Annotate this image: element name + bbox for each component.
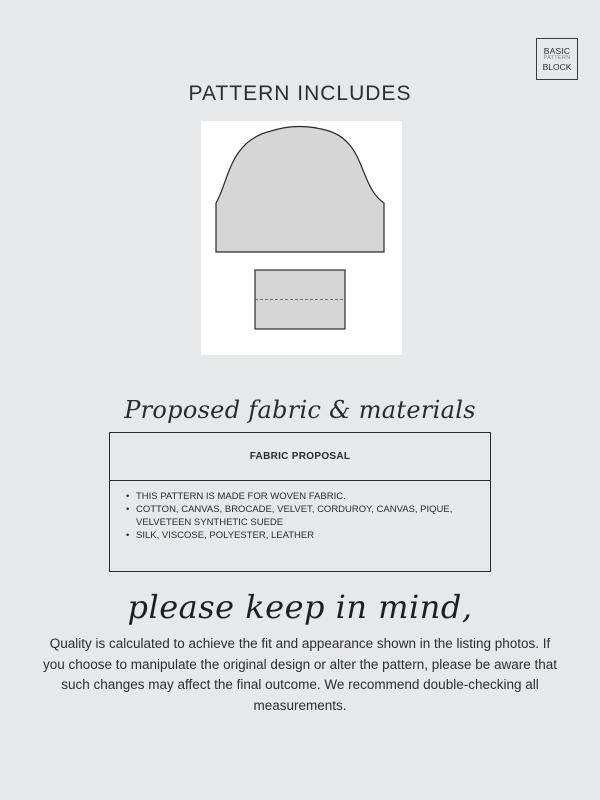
page-title: PATTERN INCLUDES: [188, 82, 412, 105]
sleeve-pattern-piece: [216, 127, 384, 253]
fabric-proposal-table: [109, 432, 491, 572]
list-item: • SILK, VISCOSE, POLYESTER, LEATHER: [136, 529, 470, 542]
list-item: • COTTON, CANVAS, BROCADE, VELVET, CORDUROY, CANVAS, PIQUE, VELVETEEN SYNTHETIC SUEDE: [136, 503, 470, 529]
pattern-pieces-svg: [201, 121, 402, 355]
logo-line-1: BASIC: [543, 45, 571, 56]
pattern-pieces-illustration: [201, 121, 402, 355]
keep-in-mind-heading: please keep in mind,: [127, 588, 473, 626]
fabric-list: [110, 481, 490, 542]
brand-logo: [536, 38, 578, 80]
quality-note: Quality is calculated to achieve the fit and appearance shown in the listing photos. If you choose to manipulate the original design or alter the pattern, please be aware that such changes may affect the final outcome. We recommend double-checking all measurements.: [42, 636, 558, 713]
logo-line-3: BLOCK: [542, 61, 572, 72]
section-subtitle: Proposed fabric & materials: [124, 396, 476, 424]
fabric-proposal-header: FABRIC PROPOSAL: [110, 433, 490, 481]
list-item: • THIS PATTERN IS MADE FOR WOVEN FABRIC.: [136, 490, 470, 503]
logo-line-2: PATTERN: [543, 55, 571, 62]
